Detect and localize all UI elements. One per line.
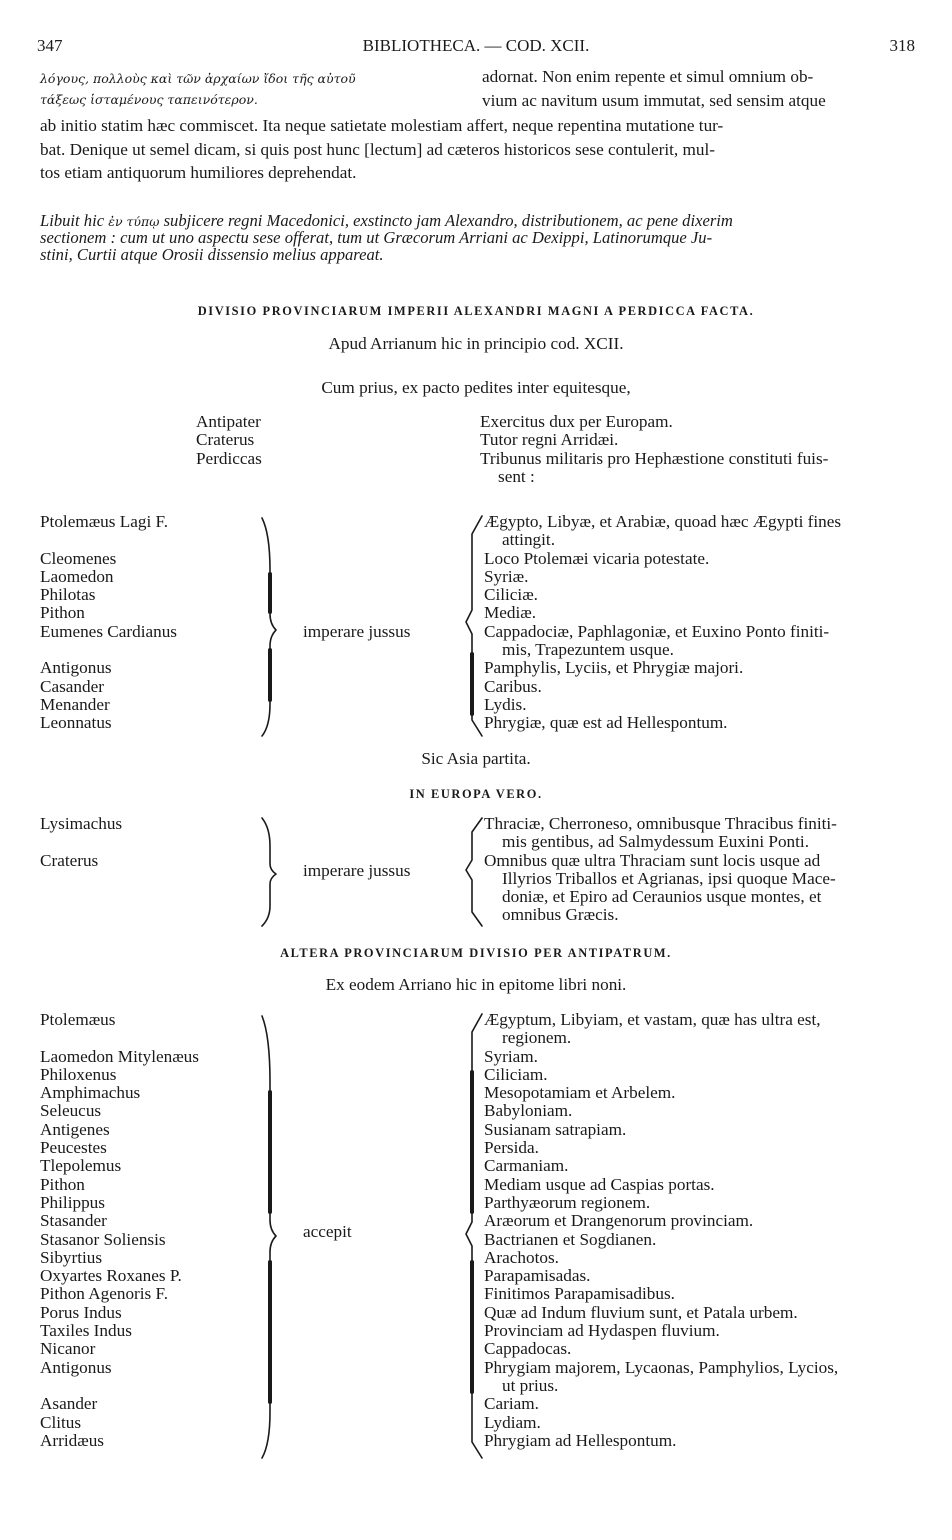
right-brace	[464, 816, 486, 928]
governor-name: Antigonus	[40, 1357, 112, 1377]
province: Cappadocas.	[484, 1339, 572, 1359]
right-brace	[464, 1012, 486, 1460]
officer-name: Antipater	[196, 412, 261, 431]
governor-name: Stasanor Soliensis	[40, 1229, 166, 1249]
greek-line-2: τάξεως ἱσταμένους ταπεινότερον.	[40, 92, 258, 107]
governor-name: Leonnatus	[40, 713, 112, 733]
note-line-1-start: Libuit hic	[40, 211, 105, 230]
governor-name: Amphimachus	[40, 1083, 141, 1103]
province: Phrygiam ad Hellespontum.	[484, 1430, 677, 1450]
province: Babyloniam.	[484, 1101, 573, 1121]
governor-name: Pithon Agenoris F.	[40, 1284, 169, 1304]
province: Aræorum et Drangenorum provinciam.	[484, 1211, 754, 1231]
division-1-heading: DIVISIO PROVINCIARUM IMPERII ALEXANDRI MAGNI A PERDICCA FACTA.	[197, 304, 755, 318]
officer-role: Tutor regni Arridæi.	[480, 430, 619, 450]
province: Persida.	[484, 1138, 539, 1158]
province: Bactrianen et Sogdianen.	[484, 1229, 657, 1249]
note-line-1-end: subjicere regni Macedonici, exstincto jam Alexandro, distributionem, ac pene dixerim	[163, 211, 733, 230]
province: Syriæ.	[484, 566, 529, 586]
officers-roles	[480, 413, 828, 486]
division-1-lead: Cum prius, ex pacto pedites inter equitesque,	[321, 378, 631, 397]
officer-name: Perdiccas	[196, 448, 262, 468]
officer-role-cont: sent :	[498, 466, 535, 486]
governor-name: Oxyartes Roxanes P.	[40, 1266, 182, 1286]
province: Carmaniam.	[484, 1156, 569, 1176]
governor-name: Pithon	[40, 603, 85, 623]
province: Ciliciæ.	[484, 585, 538, 605]
officer-role: Tribunus militaris pro Hephæstione constituti fuis-	[480, 448, 829, 468]
europe-regions	[484, 815, 837, 925]
governor-name: Taxiles Indus	[40, 1321, 132, 1341]
governor-name: Pithon	[40, 1174, 85, 1194]
note-line-2: sectionem : cum ut uno aspectu sese offerat, tum ut Græcorum Arriani ac Dexippi, Latinorumque Ju-	[40, 228, 713, 247]
province-cont: regionem.	[502, 1028, 572, 1048]
province-cont: mis, Trapezuntem usque.	[502, 640, 674, 660]
governor-name: Peucestes	[40, 1138, 107, 1158]
page-number-right: 318	[889, 36, 915, 55]
latin-line-5: tos etiam antiquorum humiliores deprehendat.	[40, 163, 357, 182]
province: Pamphylis, Lyciis, et Phrygiæ majori.	[484, 658, 744, 678]
left-brace	[256, 1012, 282, 1460]
division-2-subtitle: Ex eodem Arriano hic in epitome libri noni.	[325, 975, 627, 994]
province: Ægyptum, Libyiam, et vastam, quæ has ultra est,	[484, 1010, 821, 1029]
province: Ciliciam.	[484, 1064, 548, 1084]
province: Lydiam.	[484, 1412, 541, 1432]
governor-name: Ptolemæus Lagi F.	[40, 512, 169, 531]
latin-line-3: ab initio statim hæc commiscet. Ita neque satietate molestiam affert, neque repentina mutatione tur-	[40, 116, 724, 135]
province: Parapamisadas.	[484, 1266, 591, 1286]
governor-name: Seleucus	[40, 1101, 102, 1121]
left-brace	[256, 514, 282, 738]
governor-name: Porus Indus	[40, 1302, 122, 1322]
province: Syriam.	[484, 1046, 538, 1066]
officers-names	[196, 413, 262, 468]
province: Cappadociæ, Paphlagoniæ, et Euxino Ponto finiti-	[484, 621, 830, 641]
province: Quæ ad Indum fluvium sunt, et Patala urbem.	[484, 1302, 798, 1322]
asia-regions	[484, 513, 841, 733]
province: Mediæ.	[484, 603, 537, 623]
province: Thraciæ, Cherroneso, omnibusque Thracibus finiti-	[484, 814, 837, 833]
governor-name: Laomedon Mitylenæus	[40, 1046, 199, 1066]
province: Finitimos Parapamisadibus.	[484, 1284, 675, 1304]
governor-name: Cleomenes	[40, 548, 117, 568]
asia-closing: Sic Asia partita.	[421, 749, 531, 768]
right-brace	[464, 514, 486, 738]
governor-name: Eumenes Cardianus	[40, 621, 177, 641]
province-cont: Illyrios Triballos et Agrianas, ipsi quoque Mace-	[502, 868, 836, 888]
province-cont: ut prius.	[502, 1375, 559, 1395]
province: Mediam usque ad Caspias portas.	[484, 1174, 715, 1194]
page-number-left: 347	[37, 36, 63, 55]
province-cont: doniæ, et Epiro ad Ceraunios usque montes, et	[502, 887, 822, 907]
division-1-subtitle: Apud Arrianum hic in principio cod. XCII.	[328, 334, 624, 353]
governor-name: Stasander	[40, 1211, 107, 1231]
note-greek-phrase: ἐν τύπῳ	[108, 214, 160, 229]
governor-name: Ptolemæus	[40, 1010, 116, 1029]
governor-name: Laomedon	[40, 566, 114, 586]
left-brace	[256, 816, 282, 928]
running-title: BIBLIOTHECA. — COD. XCII.	[362, 36, 590, 55]
province: Ægypto, Libyæ, et Arabiæ, quoad hæc Ægypti fines	[484, 512, 842, 531]
officer-role: Exercitus dux per Europam.	[480, 412, 673, 431]
governor-name: Asander	[40, 1394, 98, 1414]
governor-name: Clitus	[40, 1412, 82, 1432]
asia-names	[40, 513, 177, 733]
europe-heading: IN EUROPA VERO.	[409, 787, 543, 801]
province: Provinciam ad Hydaspen fluvium.	[484, 1321, 720, 1341]
province: Loco Ptolemæi vicaria potestate.	[484, 548, 710, 568]
province: Arachotos.	[484, 1247, 559, 1267]
division-2-verb: accepit	[303, 1222, 352, 1241]
governor-name: Casander	[40, 676, 104, 696]
province-cont: mis gentibus, ad Salmydessum Euxini Ponti.	[502, 832, 809, 852]
governor-name: Nicanor	[40, 1339, 96, 1359]
province: Cariam.	[484, 1394, 539, 1414]
governor-name: Lysimachus	[40, 814, 123, 833]
governor-name: Arridæus	[40, 1430, 104, 1450]
province: Susianam satrapiam.	[484, 1119, 627, 1139]
governor-name: Philotas	[40, 585, 96, 605]
province: Mesopotamiam et Arbelem.	[484, 1083, 676, 1103]
governor-name: Sibyrtius	[40, 1247, 103, 1267]
province: Phrygiæ, quæ est ad Hellespontum.	[484, 713, 728, 733]
asia-verb: imperare jussus	[303, 622, 411, 641]
province-cont: attingit.	[502, 530, 555, 550]
europe-names	[40, 815, 122, 870]
officer-name: Craterus	[196, 430, 255, 450]
note-line-3: stini, Curtii atque Orosii dissensio melius appareat.	[40, 245, 384, 264]
province-cont: omnibus Græcis.	[502, 905, 619, 925]
governor-name: Tlepolemus	[40, 1156, 122, 1176]
governor-name: Philippus	[40, 1192, 105, 1212]
province: Phrygiam majorem, Lycaonas, Pamphylios, Lycios,	[484, 1357, 839, 1377]
latin-col-line-1: adornat. Non enim repente et simul omnium ob-	[482, 67, 814, 86]
province: Parthyæorum regionem.	[484, 1192, 651, 1212]
governor-name: Antigonus	[40, 658, 112, 678]
division-2-heading: ALTERA PROVINCIARUM DIVISIO PER ANTIPATRUM.	[280, 946, 672, 960]
latin-line-4: bat. Denique ut semel dicam, si quis post hunc [lectum] ad cæteros historicos sese contulerit, mul-	[40, 140, 715, 159]
division-2-names	[40, 1011, 199, 1450]
division-2-regions	[484, 1011, 838, 1450]
governor-name: Antigenes	[40, 1119, 110, 1139]
province: Lydis.	[484, 694, 527, 714]
province: Caribus.	[484, 676, 542, 696]
greek-line-1: λόγους, πολλοὺς καὶ τῶν ἀρχαίων ἴδοι τῆς αὐτοῦ	[40, 71, 356, 86]
governor-name: Craterus	[40, 850, 99, 870]
governor-name: Philoxenus	[40, 1064, 117, 1084]
governor-name: Menander	[40, 694, 110, 714]
latin-col-line-2: vium ac navitum usum immutat, sed sensim atque	[482, 91, 826, 110]
province: Omnibus quæ ultra Thraciam sunt locis usque ad	[484, 850, 821, 870]
europe-verb: imperare jussus	[303, 861, 411, 880]
